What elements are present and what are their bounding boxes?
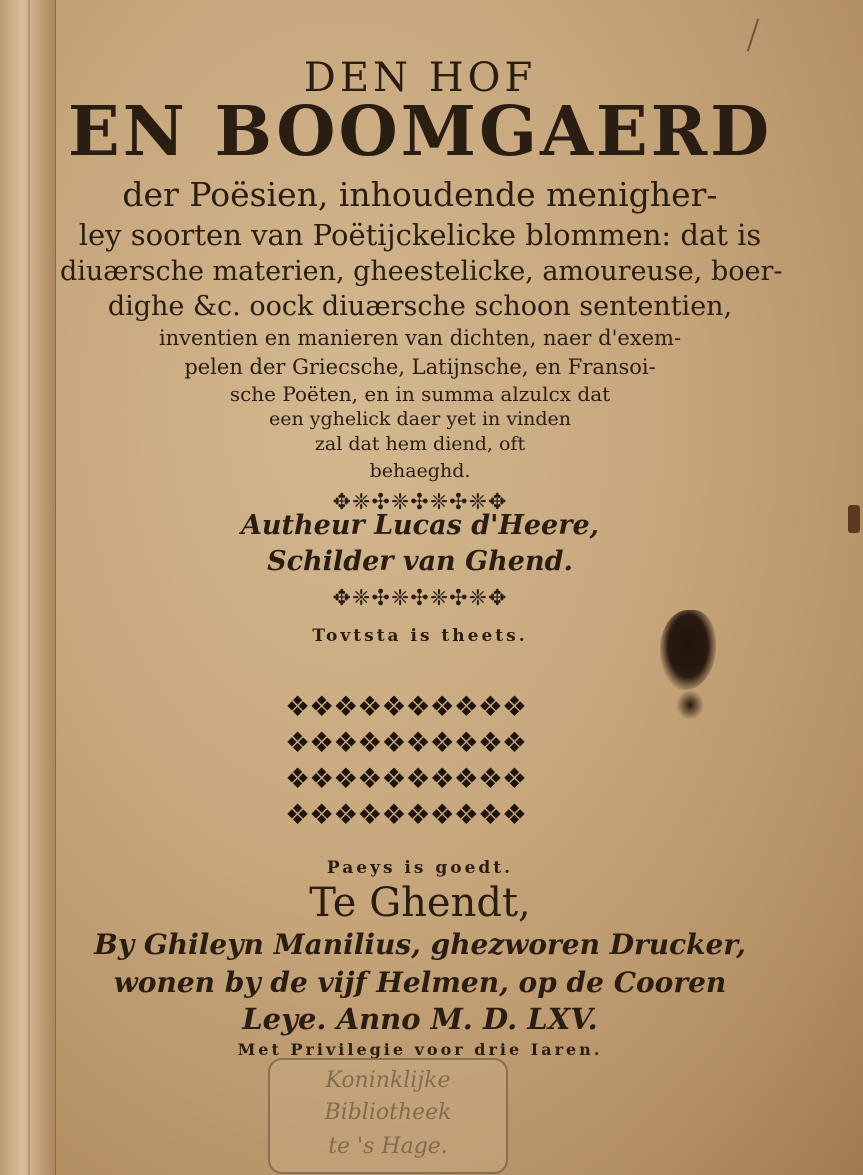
title-line-2: EN BOOMGAERD	[67, 92, 773, 172]
stamp-line-2: Bibliotheek	[324, 1100, 452, 1125]
author-profession: Schilder van Ghend.	[267, 546, 573, 577]
privilege-line: Met Privilegie voor drie Iaren.	[237, 1040, 603, 1059]
ornament-block-row: ❖❖❖❖❖❖❖❖❖❖	[285, 762, 527, 795]
ink-blot-small	[676, 690, 704, 720]
ornament-block-row: ❖❖❖❖❖❖❖❖❖❖	[285, 690, 527, 723]
title-line-1: DEN HOF	[303, 55, 537, 101]
ink-blot	[660, 610, 716, 690]
imprint-printer: By Ghileyn Manilius, ghezworen Drucker,	[94, 928, 746, 961]
body-line: ley soorten van Poëtijckelicke blommen: dat is	[78, 218, 762, 252]
body-line: inventien en manieren van dichten, naer d'exem-	[158, 326, 682, 350]
body-line: diuærsche materien, gheestelicke, amoureuse, boer-	[60, 256, 783, 287]
ornament-block-row: ❖❖❖❖❖❖❖❖❖❖	[285, 726, 527, 759]
ornament-top: ✥❈✣❈✣❈✣❈✥	[332, 490, 508, 515]
pencil-mark	[747, 19, 759, 52]
body-line: der Poësien, inhoudende menigher-	[122, 175, 718, 214]
body-line: pelen der Griecsche, Latijnsche, en Fransoi-	[184, 355, 656, 379]
ornament-middle: ✥❈✣❈✣❈✣❈✥	[332, 586, 508, 611]
author-line: Autheur Lucas d'Heere,	[240, 510, 600, 541]
imprint-place: Te Ghendt,	[309, 880, 531, 926]
body-line: dighe &c. oock diuærsche schoon sententien,	[107, 291, 733, 322]
body-line: sche Poëten, en in summa alzulcx dat	[229, 382, 611, 406]
body-line: behaeghd.	[369, 460, 471, 482]
body-line: een yghelick daer yet in vinden	[268, 408, 572, 430]
motto-bottom: Paeys is goedt.	[326, 858, 514, 878]
stamp-line-1: Koninklijke	[325, 1068, 451, 1093]
page-edge-mark	[848, 505, 860, 533]
imprint-year: Leye. Anno M. D. LXV.	[242, 1002, 598, 1036]
imprint-address: wonen by de vijf Helmen, op de Cooren	[113, 966, 727, 999]
motto-top: Tovtsta is theets.	[312, 626, 528, 646]
stamp-line-3: te 's Hage.	[328, 1134, 448, 1159]
ornament-block-row: ❖❖❖❖❖❖❖❖❖❖	[285, 798, 527, 831]
spine-fold	[28, 0, 30, 1175]
library-stamp	[268, 1058, 508, 1174]
body-line: zal dat hem diend, oft	[314, 433, 526, 455]
